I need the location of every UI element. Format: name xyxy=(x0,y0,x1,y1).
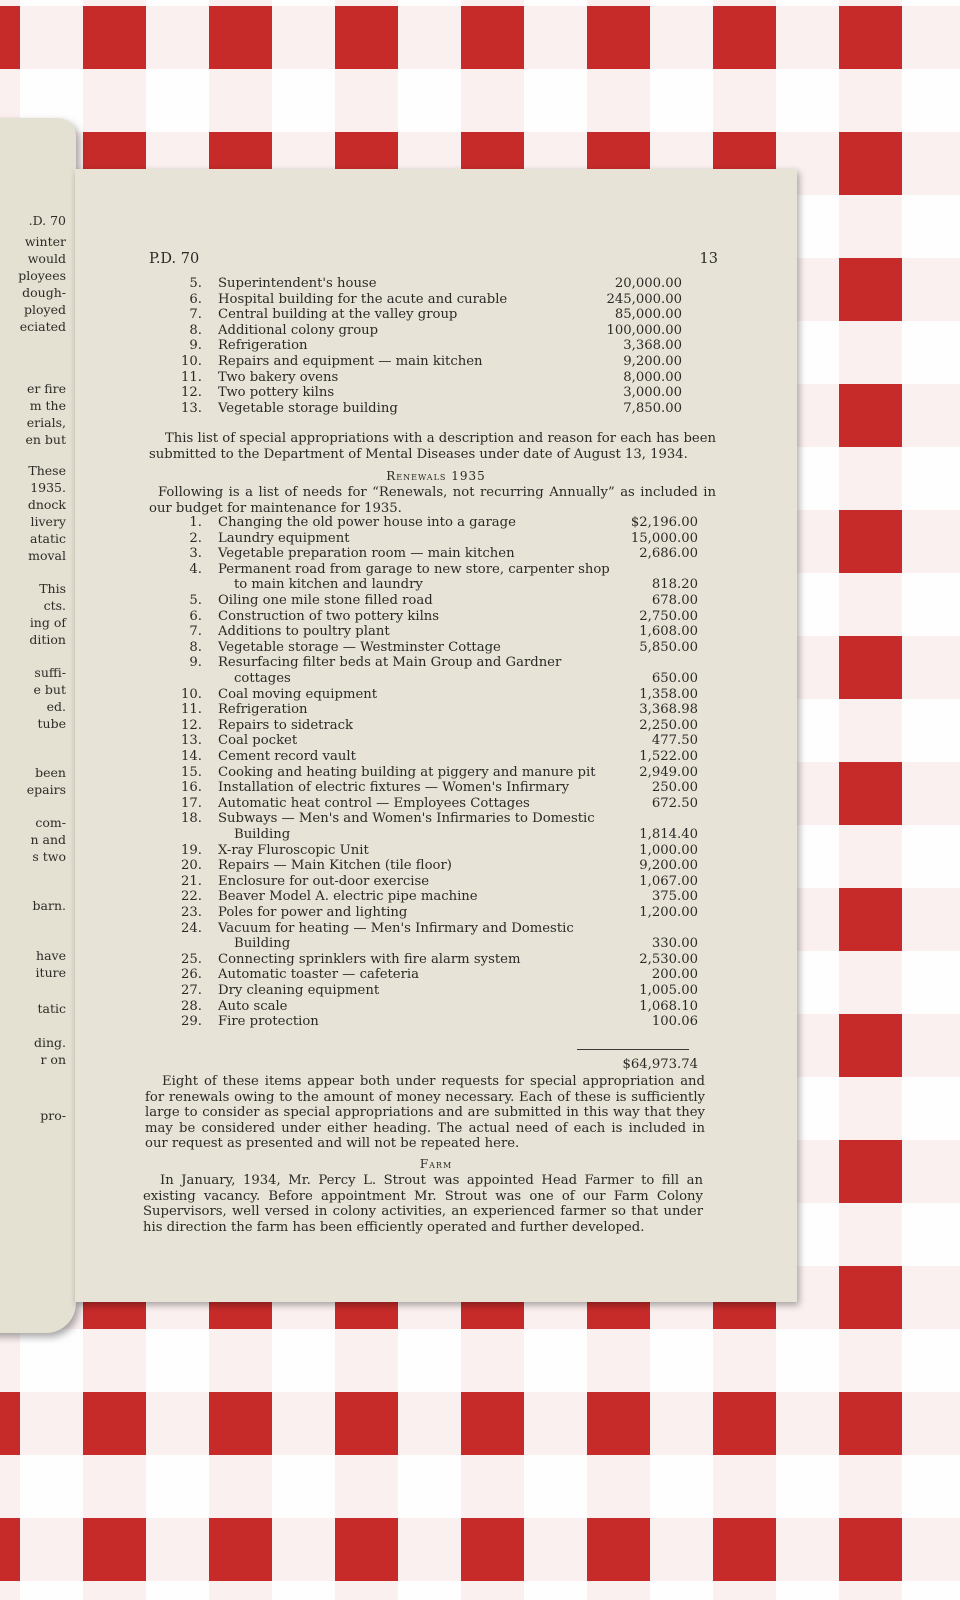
item-number: 1. xyxy=(189,515,202,530)
item-description: Building xyxy=(234,827,291,842)
left-page-fragment: ding. xyxy=(33,1035,66,1050)
item-description: Dry cleaning equipment xyxy=(218,983,380,998)
item-amount: 3,368.00 xyxy=(623,338,682,354)
left-page-fragment: r on xyxy=(40,1052,66,1067)
left-page-fragment: tube xyxy=(37,716,66,731)
item-description: X-ray Fluroscopic Unit xyxy=(218,842,369,858)
item-amount: 15,000.00 xyxy=(630,530,698,546)
item-number: 20. xyxy=(181,858,202,874)
item-amount: 1,067.00 xyxy=(639,873,698,889)
item-number: 16. xyxy=(181,780,202,796)
item-amount: 7,850.00 xyxy=(623,400,682,416)
item-number: 15. xyxy=(181,764,202,780)
left-page-fragment: moval xyxy=(28,548,66,563)
item-amount: 9,200.00 xyxy=(623,354,682,369)
paragraph-eight-items: for renewals owing to the amount of money necessary. Each of these is sufficiently xyxy=(145,1089,705,1105)
item-amount: 5,850.00 xyxy=(639,639,698,655)
item-number: 11. xyxy=(181,369,202,385)
item-amount: 1,608.00 xyxy=(639,624,698,640)
item-number: 28. xyxy=(181,998,202,1014)
item-description: Repairs to sidetrack xyxy=(218,717,354,733)
item-number: 19. xyxy=(181,842,202,858)
item-amount: 85,000.00 xyxy=(614,307,682,323)
item-description: Coal pocket xyxy=(218,733,298,749)
item-number: 14. xyxy=(181,749,202,764)
item-amount: 477.50 xyxy=(651,733,698,749)
left-page-fragment: barn. xyxy=(32,898,66,913)
item-number: 18. xyxy=(181,811,202,827)
left-page-fragment: ing of xyxy=(29,615,66,630)
item-amount: 1,000.00 xyxy=(639,842,698,858)
item-description: Building xyxy=(234,936,291,952)
left-page-fragment: s two xyxy=(32,849,66,864)
item-description: Connecting sprinklers with fire alarm system xyxy=(218,951,521,967)
paragraph-special-appropriations: This list of special appropriations with a description and reason for each has been xyxy=(165,431,716,446)
paragraph-farm: Supervisors, well versed in colony activities, an experienced farmer so that under xyxy=(143,1204,703,1220)
item-description: Cement record vault xyxy=(218,749,356,764)
left-page-fragment: eciated xyxy=(19,319,66,334)
left-page-fragment: dough- xyxy=(22,285,66,300)
item-amount: 3,000.00 xyxy=(623,385,682,401)
item-description: Vegetable preparation room — main kitchen xyxy=(218,546,515,562)
left-page-fragment: epairs xyxy=(26,782,66,797)
left-page-fragment: er fire xyxy=(26,381,66,396)
item-number: 13. xyxy=(181,733,202,749)
item-description: Refrigeration xyxy=(218,338,308,354)
total-rule xyxy=(577,1049,689,1050)
left-page-fragment: erials, xyxy=(26,415,66,430)
item-amount: 8,000.00 xyxy=(623,369,682,385)
item-amount: 672.50 xyxy=(651,795,698,811)
item-description: Permanent road from garage to new store, carpenter shop xyxy=(218,561,610,577)
item-amount: 678.00 xyxy=(651,593,698,608)
item-number: 17. xyxy=(181,795,202,811)
left-page-fragment: com- xyxy=(35,815,66,830)
item-amount: 200.00 xyxy=(651,967,698,983)
item-description: Central building at the valley group xyxy=(218,307,458,323)
left-page-fragment: This xyxy=(39,581,66,596)
item-number: 12. xyxy=(181,385,202,401)
item-number: 21. xyxy=(181,873,202,889)
document-id: P.D. 70 xyxy=(149,251,200,267)
paragraph-renewals-intro: Following is a list of needs for “Renewals, not recurring Annually” as included in xyxy=(158,485,716,500)
item-number: 5. xyxy=(189,593,202,608)
item-description: Auto scale xyxy=(218,998,288,1014)
item-description: Oiling one mile stone filled road xyxy=(218,593,433,608)
item-number: 5. xyxy=(189,276,202,291)
item-number: 27. xyxy=(181,983,202,998)
item-number: 2. xyxy=(189,530,202,546)
item-description: Fire protection xyxy=(218,1014,319,1030)
left-page-fragment: .D. 70 xyxy=(28,213,66,228)
left-page-fragment: been xyxy=(35,765,66,780)
item-number: 4. xyxy=(189,561,202,577)
document-page xyxy=(75,169,797,1302)
item-number: 8. xyxy=(189,639,202,655)
item-amount: 1,814.40 xyxy=(639,827,698,842)
left-page-fragment: iture xyxy=(35,965,66,980)
left-page-fragment: suffi- xyxy=(34,665,66,680)
item-amount: 250.00 xyxy=(651,780,698,796)
item-number: 7. xyxy=(189,307,202,323)
item-number: 3. xyxy=(189,546,202,562)
left-page-fragment: atatic xyxy=(30,531,66,546)
item-number: 25. xyxy=(181,951,202,967)
left-page-fragment: would xyxy=(27,251,66,266)
item-number: 12. xyxy=(181,717,202,733)
item-amount: 1,522.00 xyxy=(639,749,698,764)
item-amount: 1,200.00 xyxy=(639,905,698,920)
item-description: Resurfacing filter beds at Main Group and Gardner xyxy=(218,655,562,671)
section-heading-farm: Farm xyxy=(419,1157,453,1171)
item-description: Vegetable storage building xyxy=(218,400,398,416)
item-number: 22. xyxy=(181,889,202,905)
item-description: cottages xyxy=(234,671,291,686)
item-number: 9. xyxy=(189,655,202,671)
paragraph-renewals-intro: our budget for maintenance for 1935. xyxy=(149,500,402,516)
item-amount: 100,000.00 xyxy=(606,322,682,338)
item-number: 7. xyxy=(189,624,202,640)
item-amount: 1,005.00 xyxy=(639,983,698,998)
item-number: 10. xyxy=(181,686,202,702)
item-description: Changing the old power house into a garage xyxy=(218,515,516,530)
item-description: Vegetable storage — Westminster Cottage xyxy=(218,639,501,655)
item-description: Installation of electric fixtures — Women's Infirmary xyxy=(218,780,570,796)
paragraph-farm: his direction the farm has been efficiently operated and further developed. xyxy=(143,1219,645,1235)
item-amount: 330.00 xyxy=(651,936,698,952)
paragraph-farm: existing vacancy. Before appointment Mr. Strout was one of our Farm Colony xyxy=(143,1188,703,1204)
item-number: 24. xyxy=(181,920,202,936)
page-number: 13 xyxy=(699,251,718,267)
item-amount: 9,200.00 xyxy=(639,858,698,874)
item-amount: 2,750.00 xyxy=(639,608,698,624)
section-heading-renewals: Renewals 1935 xyxy=(386,469,486,483)
left-page-fragment: m the xyxy=(29,398,66,413)
left-facing-page xyxy=(0,118,76,1333)
item-description: Poles for power and lighting xyxy=(218,905,408,920)
left-page-fragment: ed. xyxy=(46,699,66,714)
left-page-fragment: tatic xyxy=(37,1001,66,1016)
paragraph-eight-items: our request as presented and will not be repeated here. xyxy=(145,1136,520,1152)
item-description: Repairs — Main Kitchen (tile floor) xyxy=(218,858,452,874)
item-description: Two pottery kilns xyxy=(218,385,335,401)
item-description: Hospital building for the acute and curable xyxy=(218,291,508,307)
item-description: Additions to poultry plant xyxy=(218,624,390,640)
paragraph-farm: In January, 1934, Mr. Percy L. Strout was appointed Head Farmer to fill an xyxy=(160,1173,703,1188)
item-amount: 818.20 xyxy=(651,577,698,593)
item-amount: 1,358.00 xyxy=(639,686,698,702)
item-number: 13. xyxy=(181,400,202,416)
item-amount: 1,068.10 xyxy=(639,998,698,1014)
item-number: 9. xyxy=(189,338,202,354)
item-amount: 245,000.00 xyxy=(606,291,682,307)
left-page-fragment: ployed xyxy=(24,302,66,317)
item-description: Construction of two pottery kilns xyxy=(218,608,440,624)
paragraph-eight-items: large to consider as special appropriations and are submitted in this way that they xyxy=(145,1105,705,1121)
left-page-fragment: e but xyxy=(33,682,66,697)
item-description: Cooking and heating building at piggery and manure pit xyxy=(218,764,596,780)
paragraph-special-appropriations: submitted to the Department of Mental Diseases under date of August 13, 1934. xyxy=(149,446,688,462)
item-description: Laundry equipment xyxy=(218,530,350,546)
item-amount: 2,949.00 xyxy=(639,764,698,780)
item-number: 23. xyxy=(181,905,202,920)
left-page-fragment: livery xyxy=(30,514,66,529)
item-amount: 2,250.00 xyxy=(639,717,698,733)
item-amount: 100.06 xyxy=(651,1014,698,1030)
left-page-fragment: These xyxy=(28,463,66,478)
item-description: Vacuum for heating — Men's Infirmary and Domestic xyxy=(218,920,574,936)
item-number: 10. xyxy=(181,354,202,369)
item-amount: 20,000.00 xyxy=(614,276,682,291)
item-description: Subways — Men's and Women's Infirmaries to Domestic xyxy=(218,811,595,827)
left-page-fragment: winter xyxy=(24,234,66,249)
item-amount: 2,686.00 xyxy=(639,546,698,562)
left-page-fragment: ployees xyxy=(18,268,66,283)
item-number: 29. xyxy=(181,1014,202,1030)
item-amount: $2,196.00 xyxy=(630,515,698,530)
item-number: 8. xyxy=(189,322,202,338)
item-amount: 375.00 xyxy=(651,889,698,905)
item-amount: 650.00 xyxy=(651,671,698,686)
item-number: 26. xyxy=(181,967,202,983)
item-number: 6. xyxy=(189,608,202,624)
left-page-fragment: cts. xyxy=(43,598,66,613)
item-description: Coal moving equipment xyxy=(218,686,378,702)
item-description: Repairs and equipment — main kitchen xyxy=(218,354,483,369)
item-number: 6. xyxy=(189,291,202,307)
item-number: 11. xyxy=(181,702,202,718)
item-description: Automatic toaster — cafeteria xyxy=(218,967,419,983)
item-description: Beaver Model A. electric pipe machine xyxy=(218,889,478,905)
item-description: Refrigeration xyxy=(218,702,308,718)
left-page-fragment: 1935. xyxy=(30,480,66,495)
item-amount: 2,530.00 xyxy=(639,951,698,967)
item-amount: 3,368.98 xyxy=(639,702,698,718)
left-page-fragment: pro- xyxy=(40,1108,66,1123)
paragraph-eight-items: Eight of these items appear both under requests for special appropriation and xyxy=(162,1074,705,1089)
renewals-total: $64,973.74 xyxy=(622,1057,698,1072)
item-description: Enclosure for out-door exercise xyxy=(218,873,430,889)
item-description: Additional colony group xyxy=(218,322,379,338)
left-page-fragment: en but xyxy=(25,432,66,447)
item-description: Superintendent's house xyxy=(218,276,377,291)
left-page-fragment: have xyxy=(36,948,66,963)
left-page-fragment: dnock xyxy=(27,497,66,512)
item-description: to main kitchen and laundry xyxy=(234,577,423,593)
left-page-fragment: dition xyxy=(29,632,66,647)
paragraph-eight-items: may be considered under either heading. The actual need of each is included in xyxy=(145,1120,705,1136)
item-description: Two bakery ovens xyxy=(218,369,339,385)
left-page-fragment: n and xyxy=(30,832,66,847)
item-description: Automatic heat control — Employees Cottages xyxy=(218,795,530,811)
